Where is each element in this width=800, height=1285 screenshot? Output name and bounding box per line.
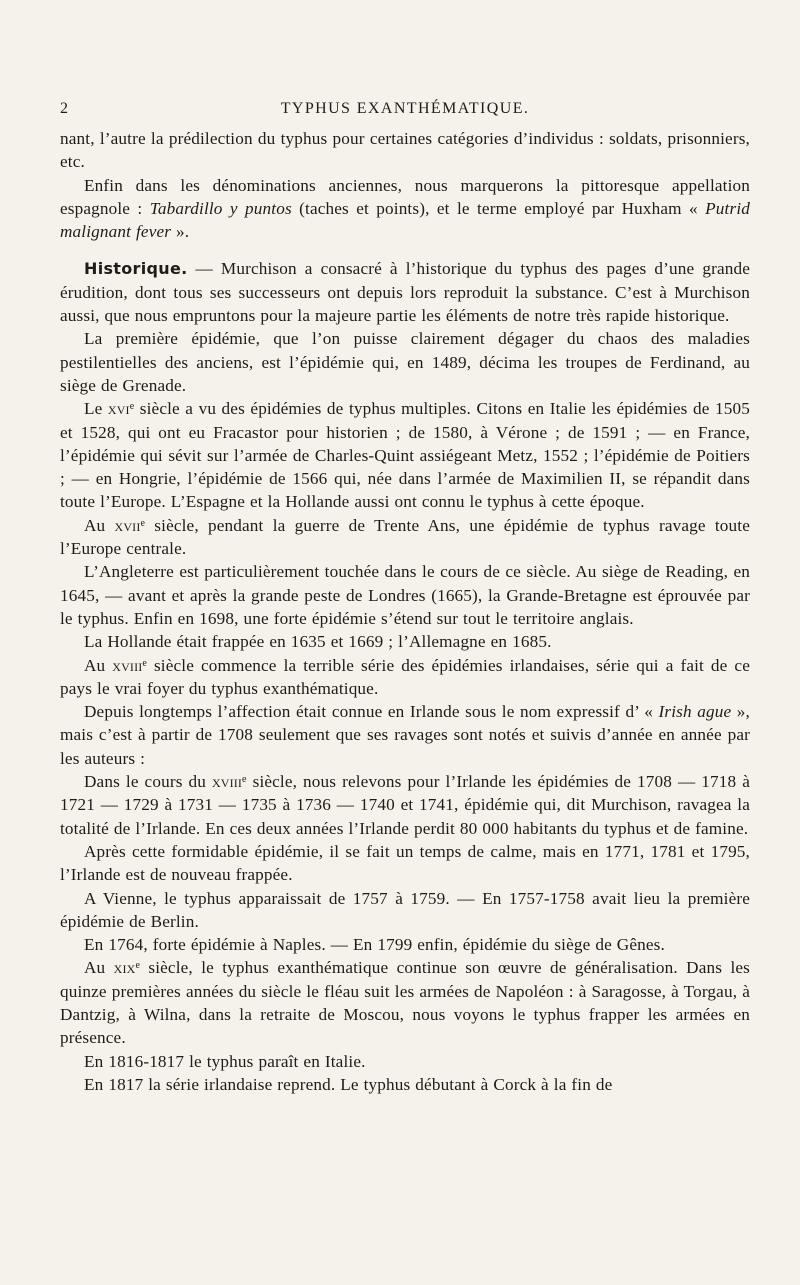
paragraph-text: En 1764, forte épidémie à Naples. — En 1799 enfin, épidémie du siège de Gênes. [84, 935, 665, 955]
paragraph-holland [60, 630, 750, 653]
paragraph-text: En 1816-1817 le typhus paraît en Italie. [84, 1051, 366, 1071]
paragraph-text: siècle, nous relevons pour l’Irlande les épidémies de 1708 — 1718 à 1721 — 1729 à 1731 — 1735 à 1736 — 1740 et 1741, épidémie qui, dit Murchison, ravagea la totalité de l’Irlande. En ces deux années l’Irlande perdit 80 000 habitants du typhus et de famine. [60, 772, 750, 838]
paragraph-text: Enfin dans les dénominations anciennes, nous marquerons la pittoresque appellation espagnole : [60, 175, 750, 218]
superscript: e [129, 401, 135, 413]
paragraph-text: siècle a vu des épidémies de typhus multiples. Citons en Italie les épidémies de 1505 et 1528, qui ont eu Fracastor pour historien ; de 1580, à Vérone ; de 1591 ; — en France, l’épidémie qui sévit sur l’armée de Charles-Quint assiégeant Metz, 1552 ; l’épidémie de Poitiers ; — en Hongrie, l’épidémie de 1566 qui, née dans l’armée de Maximilien II, se répandit dans toute l’Europe. L’Espagne et la Hollande aussi ont connu le typhus à cette époque. [60, 399, 750, 512]
paragraph-naples [60, 933, 750, 956]
paragraph-historique [60, 257, 750, 327]
century-numeral: xviii [112, 655, 143, 675]
paragraph-16th-century [60, 397, 750, 513]
paragraph-text: ». [171, 222, 190, 242]
page-number: 2 [60, 100, 69, 117]
paragraph-text: A Vienne, le typhus apparaissait de 1757 à 1759. — En 1757-1758 avait lieu la première épidémie de Berlin. [60, 888, 750, 931]
paragraph-text: Au [84, 958, 114, 978]
paragraph-first-epidemic [60, 327, 750, 397]
superscript: e [135, 960, 141, 972]
century-numeral: xvii [114, 515, 141, 535]
paragraph-18th-century [60, 654, 750, 701]
paragraph-calm [60, 840, 750, 887]
paragraph-text: siècle, pendant la guerre de Trente Ans, une épidémie de typhus ravage toute l’Europe centrale. [60, 515, 750, 559]
century-numeral: xviii [211, 772, 243, 792]
paragraph-continuation [60, 127, 750, 174]
page-header [60, 100, 750, 122]
superscript: e [242, 774, 247, 786]
paragraph-denominations [60, 174, 750, 244]
paragraph-text: Après cette formidable épidémie, il se fait un temps de calme, mais en 1771, 1781 et 1795, l’Irlande est de nouveau frappée. [60, 841, 750, 885]
paragraph-text: Depuis longtemps l’affection était connue en Irlande sous le nom expressif d’ « [84, 702, 659, 722]
paragraph-text: En 1817 la série irlandaise reprend. Le typhus débutant à Corck à la fin de [84, 1074, 613, 1094]
italic-term: Putrid malignant fever [60, 198, 750, 242]
paragraph-irish-epidemics [60, 770, 750, 840]
superscript: e [140, 517, 146, 529]
century-numeral: xvi [107, 399, 130, 419]
paragraph-vienna [60, 887, 750, 934]
section-heading: Historique. [84, 259, 188, 279]
paragraph-text: (taches et points), et le terme employé par Huxham « [291, 198, 706, 218]
paragraph-text: nant, l’autre la prédilection du typhus pour certaines catégories d’individus : soldats, prisonniers, etc. [60, 129, 750, 172]
paragraph-text: Au [84, 515, 115, 535]
body-text [60, 127, 750, 1096]
paragraph-text: Dans le cours du [84, 772, 212, 792]
italic-term: Tabardillo y puntos [149, 198, 292, 218]
century-numeral: xix [113, 958, 136, 978]
paragraph-text: — Murchison a consacré à l’historique du typhus des pages d’une grande érudition, dont tous ses successeurs ont depuis lors reproduit la substance. C’est à Murchison aussi, que nous empruntons pour la majeure partie les éléments de notre très rapide historique. [60, 259, 750, 326]
paragraph-text: L’Angleterre est particulièrement touchée dans le cours de ce siècle. Au siège de Reading, en 1645, — avant et après la grande peste de Londres (1665), la Grande-Bretagne est éprouvée par le typhus. Enfin en 1698, une forte épidémie s’étend sur tout le territoire anglais. [60, 562, 750, 628]
paragraph-text: Au [84, 655, 113, 675]
paragraph-text: Le [84, 399, 108, 419]
paragraph-corck [60, 1073, 750, 1096]
paragraph-text: La Hollande était frappée en 1635 et 1669 ; l’Allemagne en 1685. [84, 632, 552, 652]
paragraph-italy [60, 1050, 750, 1073]
paragraph-text: siècle commence la terrible série des épidémies irlandaises, série qui a fait de ce pays le vrai foyer du typhus exanthématique. [60, 655, 750, 698]
paragraph-text: La première épidémie, que l’on puisse clairement dégager du chaos des maladies pestilentielles des anciens, est l’épidémie qui, en 1489, décima les troupes de Ferdinand, au siège de Grenade. [60, 329, 750, 395]
superscript: e [142, 657, 147, 669]
running-title: TYPHUS EXANTHÉMATIQUE. [280, 100, 530, 117]
paragraph-england [60, 560, 750, 630]
paragraph-19th-century [60, 956, 750, 1049]
paragraph-text: », mais c’est à partir de 1708 seulement que ses ravages sont notés et suivis d’année en année par les auteurs : [60, 702, 750, 768]
italic-term: Irish ague [658, 702, 732, 722]
paragraph-irish-ague [60, 700, 750, 770]
paragraph-text: siècle, le typhus exanthématique continue son œuvre de généralisation. Dans les quinze premières années du siècle le fléau suit les armées de Napoléon : à Saragosse, à Torgau, à Dantzig, à Wilna, dans la retraite de Moscou, nous voyons le typhus frapper les armées en présence. [60, 958, 750, 1048]
paragraph-17th-century [60, 514, 750, 561]
